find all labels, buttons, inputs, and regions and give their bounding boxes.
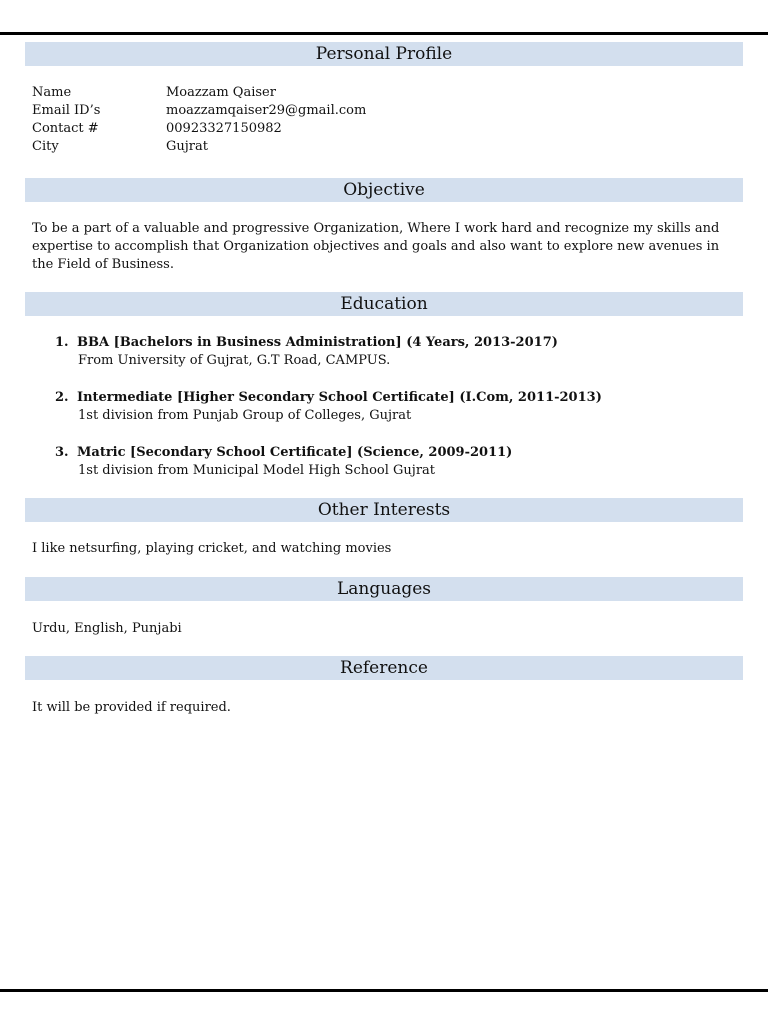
email-value: moazzamqaiser29@gmail.com: [166, 103, 367, 118]
personal-profile-details: [32, 84, 366, 156]
name-value: Moazzam Qaiser: [166, 85, 276, 100]
email-label: Email ID’s: [32, 103, 101, 118]
education-detail: 1st division from Punjab Group of Colleges, Gujrat: [78, 408, 412, 423]
city-label: City: [32, 139, 59, 154]
section-header-education: Education: [25, 292, 743, 316]
education-detail: From University of Gujrat, G.T Road, CAMPUS.: [78, 353, 391, 368]
profile-row-email: [32, 102, 366, 120]
section-header-languages: Languages: [25, 577, 743, 601]
reference-text: It will be provided if required.: [32, 700, 231, 715]
section-header-reference: Reference: [25, 656, 743, 680]
education-item-3: [55, 444, 735, 480]
bottom-rule: [0, 989, 768, 992]
contact-label: Contact #: [32, 121, 99, 136]
section-header-other-interests: Other Interests: [25, 498, 743, 522]
objective-text: To be a part of a valuable and progressive Organization, Where I work hard and recognize my skills and expertise to accomplish that Organization objectives and goals and also want to explore new avenues in the Field of Business.: [32, 221, 720, 272]
education-title: Matric [Secondary School Certificate] (Science, 2009-2011): [77, 445, 513, 460]
top-rule: [0, 32, 768, 35]
languages-text: Urdu, English, Punjabi: [32, 621, 182, 636]
education-item-1: [55, 334, 735, 370]
education-title: Intermediate [Higher Secondary School Certificate] (I.Com, 2011-2013): [77, 390, 602, 405]
interests-text: I like netsurfing, playing cricket, and watching movies: [32, 541, 392, 556]
profile-row-contact: [32, 120, 366, 138]
education-item-2: [55, 389, 735, 425]
profile-row-name: [32, 84, 366, 102]
education-number: 3.: [55, 445, 69, 460]
section-header-personal-profile: Personal Profile: [25, 42, 743, 66]
section-header-objective: Objective: [25, 178, 743, 202]
education-title: BBA [Bachelors in Business Administration] (4 Years, 2013-2017): [77, 335, 558, 350]
education-number: 1.: [55, 335, 69, 350]
profile-row-city: [32, 138, 366, 156]
contact-value: 00923327150982: [166, 121, 282, 136]
education-number: 2.: [55, 390, 69, 405]
education-detail: 1st division from Municipal Model High School Gujrat: [78, 463, 436, 478]
city-value: Gujrat: [166, 139, 208, 154]
name-label: Name: [32, 85, 72, 100]
